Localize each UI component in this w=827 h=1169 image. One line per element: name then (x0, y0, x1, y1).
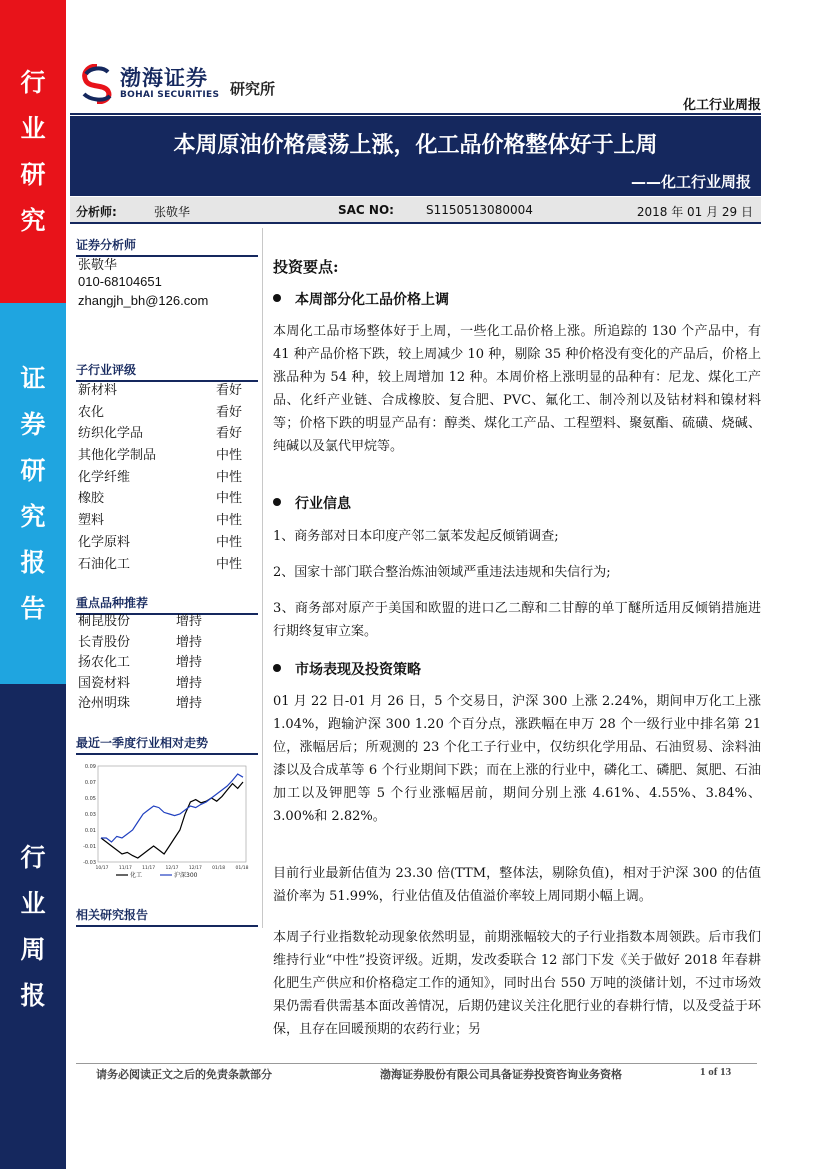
rating-row: 塑料 中性 (78, 513, 242, 529)
industry-info-item: 2、国家十部门联合整治炼油领域严重违法违规和失信行为; (273, 565, 611, 580)
info-bar (70, 197, 761, 224)
x-tick-label: 11/17 (118, 866, 132, 871)
y-tick-label: 0.05 (84, 796, 96, 802)
analyst-email[interactable]: zhangjh_bh@126.com (78, 293, 209, 308)
report-subtitle: ——化工行业周报 (630, 173, 751, 191)
industry-info-item: 3、商务部对原产于美国和欧盟的进口乙二醇和二甘醇的单丁醚所适用反倾销措施进行期终复审立案。 (273, 601, 761, 639)
sac-label: SAC NO: (338, 203, 394, 217)
side-strip-securities-report (0, 303, 66, 684)
report-date: 2018 年 01 月 29 日 (636, 205, 753, 219)
x-tick-label: 12/17 (188, 866, 202, 871)
rating-row: 化学原料 中性 (78, 534, 242, 550)
related-reports-heading: 相关研究报告 (76, 906, 258, 927)
rating-row: 其他化学制品 中性 (78, 448, 242, 464)
series-line-1 (101, 774, 243, 842)
report-type-label: 化工行业周报 (682, 98, 761, 113)
pick-row: 沧州明珠 增持 (78, 696, 203, 712)
section-heading-market: 市场表现及投资策略 (273, 659, 421, 679)
strip-char: 报 (20, 980, 46, 1010)
logo-english-name: BOHAI SECURITIES (120, 90, 220, 100)
header-divider (70, 113, 761, 115)
report-title: 本周原油价格震荡上涨，化工品价格整体好于上周 (173, 133, 658, 158)
analyst-name: 张敬华 (154, 205, 191, 219)
strip-char: 周 (20, 934, 46, 964)
analyst-section-heading: 证券分析师 (76, 236, 258, 257)
company-logo (80, 60, 295, 108)
valuation-paragraph: 目前行业最新估值为 23.30 倍(TTM，整体法，剔除负值)，相对于沪深 300 的估值溢价率为 51.99%，行业估值及估值溢价率较上周同期小幅上调。 (273, 866, 761, 904)
rating-row: 新材料 看好 (78, 383, 242, 398)
x-tick-label: 10/17 (95, 866, 109, 871)
trend-section-heading: 最近一季度行业相对走势 (76, 734, 258, 755)
strip-char: 告 (20, 593, 46, 623)
rating-list (78, 380, 242, 575)
bullet-icon (273, 664, 281, 672)
y-tick-label: 0.03 (84, 812, 96, 818)
x-tick-label: 12/17 (165, 866, 179, 871)
side-strip-industry-research (0, 0, 66, 303)
industry-info-item: 1、商务部对日本印度产邻二氯苯发起反倾销调查; (273, 529, 559, 544)
y-tick-label: 0.07 (84, 780, 96, 786)
y-tick-label: -0.01 (83, 844, 96, 850)
page-number: 1 of 13 (700, 1066, 732, 1078)
strip-char: 证 (20, 363, 46, 393)
section-heading-industry-info: 行业信息 (273, 493, 351, 513)
strip-char: 研 (20, 159, 46, 189)
legend-label: 化工 (130, 872, 143, 879)
x-tick-label: 01/18 (235, 866, 249, 871)
side-strip-weekly-report (0, 684, 66, 1169)
analyst-label: 分析师: (76, 205, 117, 219)
picks-list (78, 612, 218, 715)
market-paragraph: 01 月 22 日-01 月 26 日，5 个交易日，沪深 300 上涨 2.24%，期间申万化工上涨 1.04%，跑输沪深 300 1.20 个百分点，涨跌幅在申万 28 个一级行业中排名第 21 位，涨幅居后；所观测的 23 个化工子行业中，仅纺织化学用品、石油贸易、涂料油漆以及合成革等 6 个行业期间下跌；而在上涨的行业中，磷化工、磷肥、氮肥、石油加工以及钾肥等 5 个行业涨幅居前，期间分别上涨 4.61%、4.55%、3.84%、3.00%和 2.82%。 (273, 694, 761, 824)
strip-char: 业 (20, 888, 46, 918)
y-tick-label: 0.01 (84, 828, 96, 834)
y-tick-label: 0.09 (84, 764, 96, 770)
rating-row: 化学纤维 中性 (78, 469, 242, 485)
analyst-phone: 010-68104651 (78, 274, 162, 289)
bullet-icon (273, 294, 281, 302)
strip-char: 研 (20, 455, 46, 485)
series-line-0 (101, 782, 243, 858)
pick-row: 国瓷材料 增持 (78, 675, 203, 691)
strip-char: 券 (20, 409, 46, 439)
footer-divider (76, 1063, 757, 1064)
pick-row: 长青股份 增持 (78, 634, 203, 650)
strip-char: 报 (20, 547, 46, 577)
chart-plot-frame (98, 766, 246, 862)
strip-char: 行 (20, 842, 46, 872)
logo-chinese-name: 渤海证券 (120, 66, 208, 90)
strategy-paragraph: 本周子行业指数轮动现象依然明显，前期涨幅较大的子行业指数本周领跌。后市我们维持行业“中性”投资评级。近期，发改委联合 12 部门下发《关于做好 2018 年春耕化肥生产供应和价格稳定工作的通知》，同时出台 550 万吨的淡储计划，不过市场效果仍需看供需基本面改善情况，后期仍建议关注化肥行业的春耕行情，以及受益于环保，且存在回暖预期的农药行业；另 (273, 930, 761, 1037)
title-band (70, 116, 761, 196)
strip-char: 业 (20, 113, 46, 143)
legend-label: 沪深300 (174, 872, 198, 879)
bohai-logo-icon (80, 64, 114, 104)
footer-qualification: 渤海证券股份有限公司具备证券投资咨询业务资格 (380, 1068, 622, 1081)
strip-char: 究 (20, 205, 46, 235)
research-dept-label: 研究所 (230, 80, 276, 98)
rating-section-heading: 子行业评级 (76, 361, 258, 382)
y-tick-label: -0.03 (83, 860, 96, 866)
trend-chart-svg (76, 758, 256, 890)
strip-char: 究 (20, 501, 46, 531)
rating-row: 纺织化学品 看好 (78, 426, 242, 442)
rating-row: 橡胶 中性 (78, 491, 242, 507)
x-tick-label: 11/17 (142, 866, 156, 871)
prices-paragraph: 本周化工品市场整体好于上周，一些化工品价格上涨。所追踪的 130 个产品中，有 41 种产品价格下跌，较上周减少 10 种，剔除 35 种价格没有变化的产品后，价格上涨品种为 54 种，较上周增加 12 种。本周价格上涨明显的品种有：尼龙、煤化工产品、化纤产业链、合成橡胶、复合肥、PVC、氟化工、制冷剂以及钴材料和镍材料等；价格下跌的明显产品有：醇类、煤化工产品、工程塑料、聚氨酯、硫磺、烧碱、纯碱以及氯代甲烷等。 (273, 324, 761, 454)
strip-char: 行 (20, 67, 46, 97)
x-tick-label: 01/18 (212, 866, 226, 871)
bullet-icon (273, 498, 281, 506)
pick-row: 扬农化工 增持 (78, 655, 203, 671)
relative-trend-chart (76, 758, 256, 890)
rating-row: 农化 看好 (78, 404, 242, 420)
investment-highlights-heading: 投资要点: (273, 258, 339, 276)
analyst-contact-name: 张敬华 (78, 258, 118, 273)
pick-row: 桐昆股份 增持 (78, 614, 203, 629)
column-divider (262, 228, 263, 928)
picks-section-heading: 重点品种推荐 (76, 594, 258, 615)
sac-number: S1150513080004 (426, 203, 533, 217)
section-heading-prices: 本周部分化工品价格上调 (273, 289, 449, 309)
footer-disclaimer: 请务必阅读正文之后的免责条款部分 (96, 1068, 272, 1081)
rating-row: 石油化工 中性 (78, 556, 242, 572)
